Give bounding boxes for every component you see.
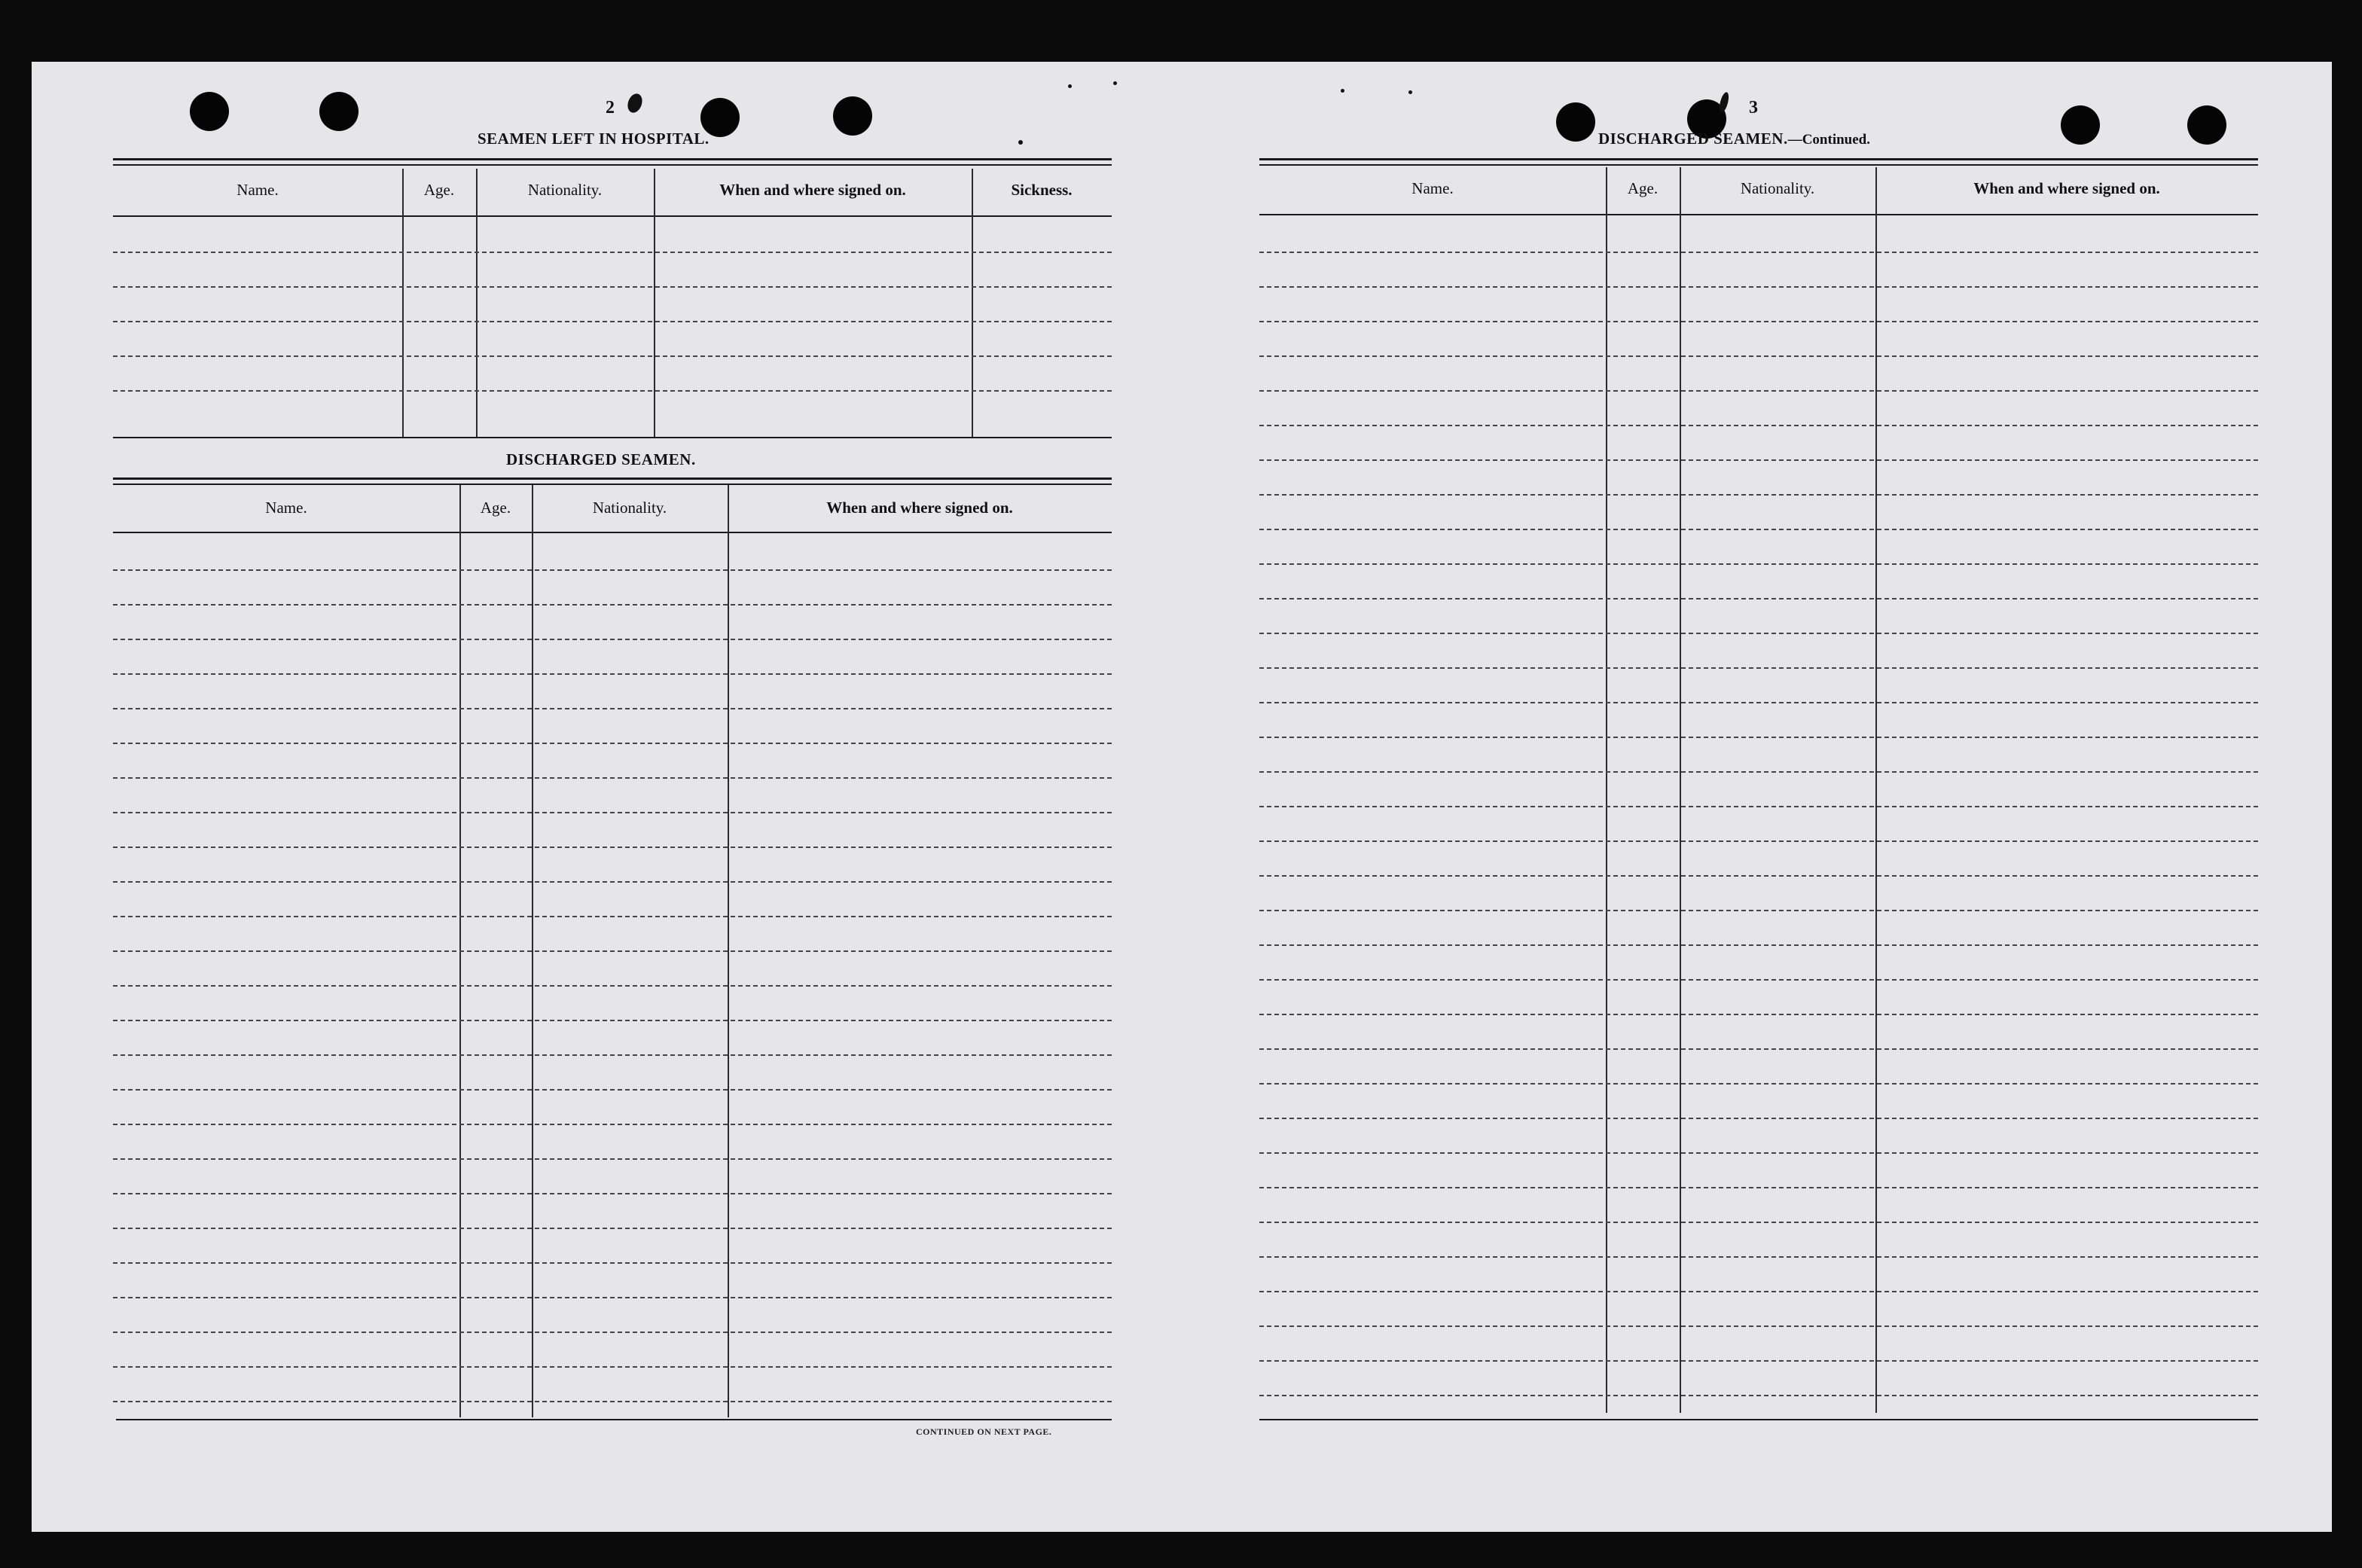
blank-entry-line [1259,771,2258,773]
punch-hole [190,92,229,131]
column-divider [972,169,973,437]
hospital-section-title: SEAMEN LEFT IN HOSPITAL. [478,130,710,148]
continued-title-text: DISCHARGED SEAMEN. [1598,130,1788,148]
blank-entry-line [113,847,1112,848]
blank-entry-line [113,916,1112,917]
bottom-rule [116,1419,1112,1420]
blank-entry-line [113,252,1112,253]
blank-entry-line [113,286,1112,288]
column-divider [1875,167,1877,1413]
blank-entry-line [1259,1014,2258,1015]
blank-entry-line [1259,944,2258,946]
blank-entry-line [113,881,1112,883]
header-underline [113,532,1112,533]
blank-entry-line [113,673,1112,675]
ink-speck [1068,84,1072,88]
blank-entry-line [113,950,1112,952]
ink-speck [1113,81,1117,85]
blank-entry-line [1259,598,2258,599]
form-sheet [32,62,2332,1532]
blank-entry-line [1259,737,2258,738]
discharged-col-nationality: Nationality. [592,499,667,517]
blank-entry-line [113,1401,1112,1402]
hospital-col-name: Name. [237,181,279,199]
blank-entry-line [113,708,1112,709]
blank-entry-line [1259,355,2258,357]
section-rule [113,164,1112,166]
blank-entry-line [1259,667,2258,669]
header-underline [1259,214,2258,215]
blank-entry-line [1259,425,2258,426]
blank-entry-line [1259,1152,2258,1154]
blank-entry-line [1259,1083,2258,1084]
blank-entry-line [1259,1291,2258,1292]
blank-entry-line [1259,286,2258,288]
hospital-col-signed-on: When and where signed on. [719,181,906,199]
punch-hole [319,92,359,131]
blank-entry-line [1259,1360,2258,1362]
blank-entry-line [113,1124,1112,1125]
right-col-signed-on: When and where signed on. [1973,179,2160,197]
blank-entry-line [1259,702,2258,703]
blank-entry-line [113,1089,1112,1091]
column-divider [1680,167,1681,1413]
discharged-col-signed-on: When and where signed on. [826,499,1013,517]
blank-entry-line [1259,252,2258,253]
blank-entry-line [113,390,1112,392]
blank-entry-line [1259,321,2258,322]
punch-hole [1556,102,1595,142]
header-underline [113,215,1112,217]
discharged-col-age: Age. [480,499,511,517]
blank-entry-line [1259,1325,2258,1327]
blank-entry-line [1259,529,2258,530]
section-rule [1259,158,2258,160]
blank-entry-line [1259,633,2258,634]
blank-entry-line [113,1297,1112,1298]
right-col-name: Name. [1411,179,1454,197]
blank-entry-line [113,985,1112,987]
blank-entry-line [1259,1118,2258,1119]
continued-suffix: —Continued. [1787,132,1870,148]
blank-entry-line [113,743,1112,744]
ink-speck [1408,90,1412,94]
column-divider [654,169,655,437]
blank-entry-line [113,1020,1112,1021]
section-rule [113,158,1112,160]
hospital-col-sickness: Sickness. [1011,181,1073,199]
blank-entry-line [1259,563,2258,565]
blank-entry-line [113,1228,1112,1229]
blank-entry-line [1259,459,2258,461]
blank-entry-line [113,569,1112,571]
ink-speck [1341,89,1344,93]
right-col-nationality: Nationality. [1740,179,1815,197]
discharged-col-name: Name. [265,499,307,517]
page-number-right: 3 [1749,98,1758,117]
blank-entry-line [1259,806,2258,807]
right-col-age: Age. [1627,179,1659,197]
blank-entry-line [113,1158,1112,1160]
blank-entry-line [113,604,1112,606]
punch-hole [2187,105,2226,145]
blank-entry-line [113,812,1112,813]
punch-hole [833,96,872,136]
blank-entry-line [1259,390,2258,392]
bottom-rule [1259,1419,2258,1420]
blank-entry-line [1259,1048,2258,1050]
page-number-left: 2 [606,98,615,117]
section-rule [113,437,1112,438]
blank-entry-line [1259,979,2258,981]
blank-entry-line [1259,1187,2258,1188]
column-divider [476,169,478,437]
section-rule [1259,164,2258,166]
blank-entry-line [113,1193,1112,1194]
blank-entry-line [113,639,1112,640]
blank-entry-line [113,1332,1112,1333]
blank-entry-line [113,321,1112,322]
ink-speck [1018,140,1023,145]
punch-hole [2061,105,2100,145]
blank-entry-line [1259,1222,2258,1223]
blank-entry-line [113,1366,1112,1368]
column-divider [1606,167,1607,1413]
blank-entry-line [1259,910,2258,911]
blank-entry-line [113,777,1112,779]
blank-entry-line [1259,840,2258,842]
blank-entry-line [113,355,1112,357]
blank-entry-line [1259,875,2258,877]
hospital-col-age: Age. [423,181,455,199]
hospital-col-nationality: Nationality. [527,181,603,199]
continued-section-title [1598,130,1870,148]
section-rule [113,477,1112,480]
continued-note: CONTINUED ON NEXT PAGE. [916,1426,1052,1437]
blank-entry-line [1259,1256,2258,1258]
section-rule [113,484,1112,485]
discharged-section-title: DISCHARGED SEAMEN. [506,450,696,468]
blank-entry-line [113,1054,1112,1056]
blank-entry-line [1259,1395,2258,1396]
column-divider [402,169,404,437]
blank-entry-line [1259,494,2258,496]
blank-entry-line [113,1262,1112,1264]
